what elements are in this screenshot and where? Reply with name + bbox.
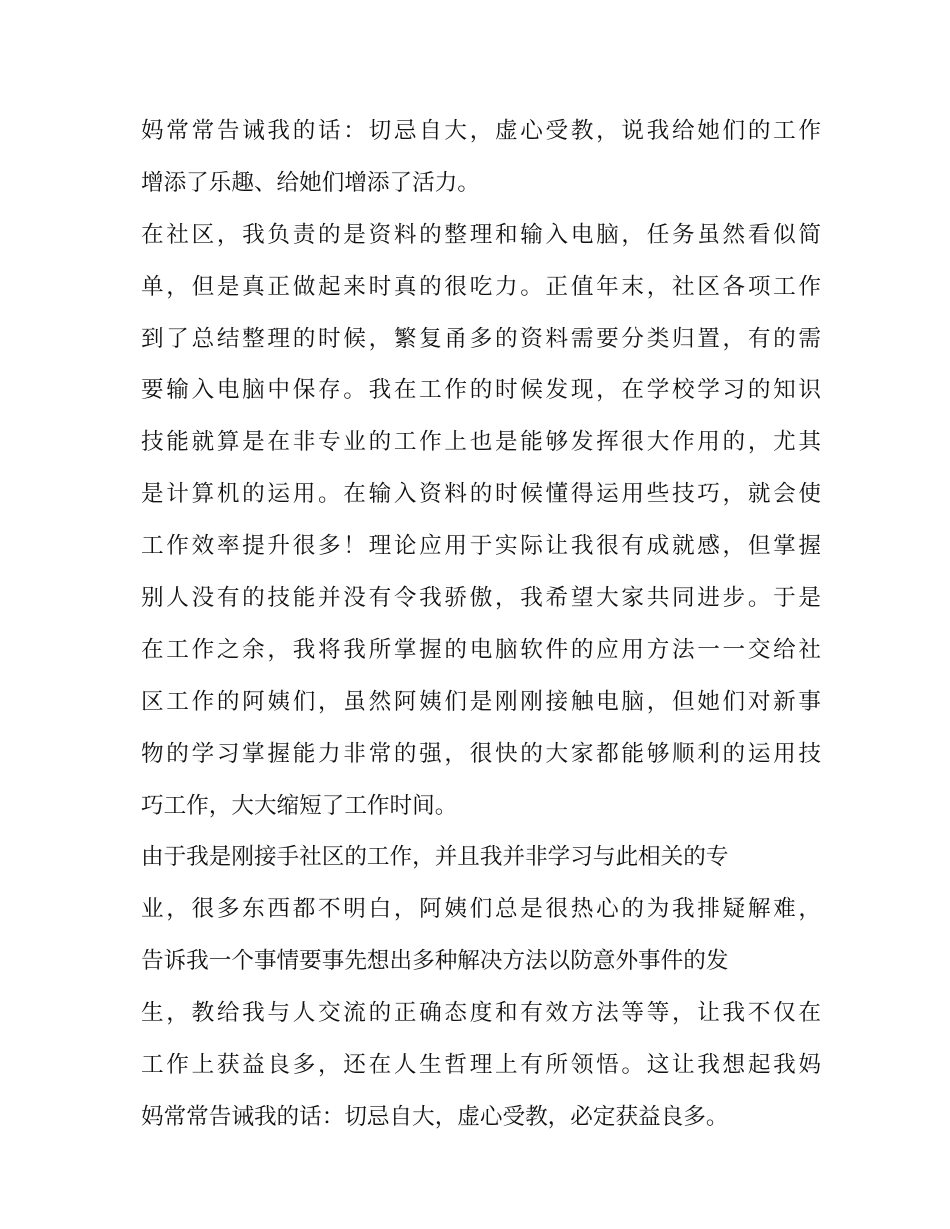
text-line: 工作效率提升很多！理论应用于实际让我很有成就感，但掌握 xyxy=(141,533,821,560)
text-line: 巧工作，大大缩短了工作时间。 xyxy=(141,792,458,819)
text-line: 技能就算是在非专业的工作上也是能够发挥很大作用的，尤其 xyxy=(141,429,821,456)
text-line: 由于我是刚接手社区的工作，并且我并非学习与此相关的专 xyxy=(141,844,729,871)
text-line: 生，教给我与人交流的正确态度和有效方法等等，让我不仅在 xyxy=(141,1000,821,1027)
text-line: 增添了乐趣、给她们增添了活力。 xyxy=(141,169,480,196)
text-line: 妈常常告诫我的话：切忌自大，虚心受教，说我给她们的工作 xyxy=(141,118,821,144)
text-line: 是计算机的运用。在输入资料的时候懂得运用些技巧，就会使 xyxy=(141,481,821,508)
text-line: 业，很多东西都不明白，阿姨们总是很热心的为我排疑解难， xyxy=(141,896,821,923)
text-line: 在社区，我负责的是资料的整理和输入电脑，任务虽然看似简 xyxy=(141,221,821,248)
text-line: 物的学习掌握能力非常的强，很快的大家都能够顺利的运用技 xyxy=(141,740,821,767)
text-line: 妈常常告诫我的话：切忌自大，虚心受教，必定获益良多。 xyxy=(141,1103,729,1130)
document-body xyxy=(141,106,821,1144)
text-line: 要输入电脑中保存。我在工作的时候发现，在学校学习的知识 xyxy=(141,377,821,404)
text-line: 工作上获益良多，还在人生哲理上有所领悟。这让我想起我妈 xyxy=(141,1052,821,1079)
text-line: 告诉我一个事情要事先想出多种解决方法以防意外事件的发 xyxy=(141,948,729,975)
text-line: 单，但是真正做起来时真的很吃力。正值年末，社区各项工作 xyxy=(141,273,821,300)
text-line: 别人没有的技能并没有令我骄傲，我希望大家共同进步。于是 xyxy=(141,585,821,612)
text-line: 区工作的阿姨们，虽然阿姨们是刚刚接触电脑，但她们对新事 xyxy=(141,688,821,715)
text-line: 在工作之余，我将我所掌握的电脑软件的应用方法一一交给社 xyxy=(141,636,821,663)
text-line: 到了总结整理的时候，繁复甬多的资料需要分类归置，有的需 xyxy=(141,325,821,352)
